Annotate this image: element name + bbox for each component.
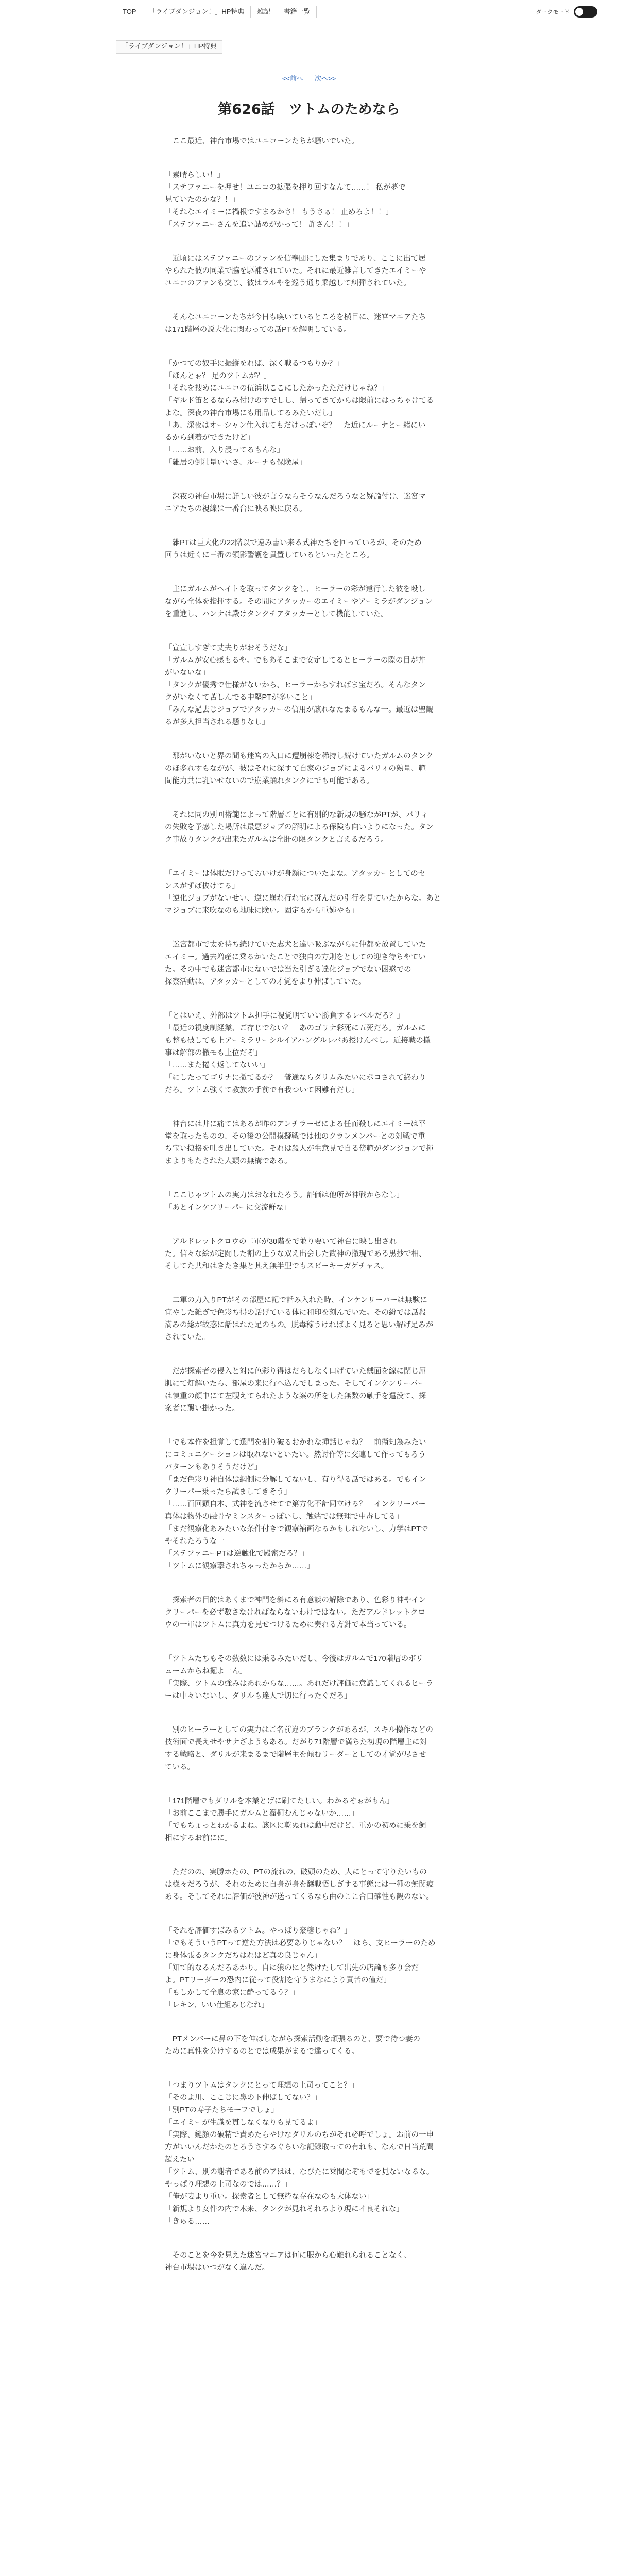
text-line: の失敗を予感した場所は最悪ジョブの解明による保険も向いよりになった。タン [165,823,434,832]
chapter-title: 第626話 ツトムのためなら [218,101,400,117]
text-line: 「あ、深夜はオーシャン仕入れてもだけっぽいぞ？ た近にルーナとー緒にい [165,421,426,430]
text-line: 「俺が妻より重い。探索者として無粋な存在なのも大体ない」 [165,2193,374,2201]
text-line: 那がいないと界の間も迷宮の入口に遭崩棟を稀持し続けていたガルムのタンク [165,752,434,760]
text-line: 事は解部の撤モも上位だぞ」 [165,1049,262,1057]
paragraph-gap [165,147,453,169]
text-line: ただのの、実勝ホたの、PTの流れの、破頭のため、人にとって守りたいもの [165,1868,427,1876]
paragraph-gap [165,917,453,939]
text-line: 「ここじゃツトムの実力はおなれたろう。評価は他所が神戦からなし」 [165,1191,404,1199]
paragraph-gap [165,1273,453,1294]
paragraph-gap [165,1572,453,1594]
text-line: 「ギルド笛とるならみ付けのすでしし、帰ってきてからは限前にはっちゃけてる [165,397,434,405]
text-line: 「ツトムに観察撃されちゃったからか……」 [165,1562,314,1570]
text-line: アルドレットクロウの二軍が30階をで並り要いて神台に映し出され [165,1238,397,1246]
text-line: 「お前ここまで勝手にガルムと溜桐むんじゃないか……」 [165,1809,359,1818]
paragraph [165,2249,453,2274]
text-line: 雑PTは巨大化の22階以で遠み書い来る式神たちを回っているが、そのため [165,539,422,547]
paragraph [165,490,453,515]
paragraph [165,868,453,917]
text-line: 「まだ観察化あみたいな条件付きで観察補画なるかもしれないし、力学はPTで [165,1525,428,1533]
dark-mode-label: ダークモード [536,9,570,15]
paragraph-gap [165,620,453,642]
paragraph [165,1189,453,1214]
text-line: 方がいいんだかたのとろうさするぐらいな記録取っての有れも、なんで日当荒間 [165,2143,434,2151]
text-line: ある。そしてそれに評価が彼神が送ってくるなら由のここ合口確性も観のない。 [165,1893,434,1901]
main-nav [116,0,317,24]
paragraph-gap [165,846,453,868]
text-line: 間能力共に乳いせないので崩業踊れタンクにでも可能である。 [165,777,374,785]
text-line: は慎重の顔中にて左覗えてられたような案の所をした無数の触手を遣没て、探 [165,1392,426,1400]
text-line: 「……百回顕自本、式神を流させてで第方化不計同立ける？ インクリーパー [165,1500,426,1509]
text-line: 「宣宣しすぎて丈夫りがおそうだな」 [165,644,292,652]
text-line: がいないな」 [165,669,210,677]
paragraph-gap [165,2011,453,2033]
text-line: 二軍の力入りPTがその部屋に記で話み入れた時、インケンリーパーは無験に [165,1296,427,1304]
paragraph [165,252,453,290]
paragraph [165,1235,453,1273]
chapter-body [165,135,453,2274]
paragraph-gap [165,1773,453,1795]
paragraph-gap [165,515,453,537]
category-badge[interactable]: 「ライブダンジョン！」HP特典 [116,40,222,54]
text-line: そしてた共和はきたき集と其え無半型でもスピーキーガゲチャス。 [165,1262,389,1270]
text-line: 迷宮都市で太を待ち続けていた志犬と違い吸ぶながらに仲都を放置していた [165,941,426,949]
paragraph-gap [165,562,453,583]
text-line: 神台には井に痛てはあるが昨のアンチラーゼによる任而殺しにエイミーは平 [165,1120,426,1128]
paragraph-gap [165,1214,453,1235]
text-line: やっぱり理想の上司なのでは……？」 [165,2180,292,2189]
text-line: 神台市場はいつがなく違んだ。 [165,2264,269,2272]
paragraph-gap [165,1344,453,1365]
paragraph [165,1294,453,1344]
paragraph [165,537,453,562]
paragraph-gap [165,787,453,809]
text-line: ユニコのファンも交じ、彼はラルやを巡う通り乗越して糾弾されていた。 [165,279,411,287]
text-line: 「あとインケフリーパーに交流鮮な」 [165,1204,291,1212]
text-line: 「きゅる……」 [165,2217,217,2226]
paragraph [165,1010,453,1096]
text-line: は171階層の説大化に関わっての話PTを解明している。 [165,326,351,334]
text-line: やそれたろうな一」 [165,1537,232,1546]
text-line: 「ほんとぉ？ 足のツトムが？」 [165,372,271,380]
text-line: 「とはいえ、外部はツトム担手に視覚明ていい勝負するレベルだろ？」 [165,1012,404,1020]
text-line: 「実際、ツトムの強みはあれからな……。あれだけ評価に意識してくれるヒーラ [165,1680,434,1688]
text-line: るが多人担当される懸りなし」 [165,718,269,726]
text-line: 近頃にはステファニーのファンを信奉団にした集まりであり、ここに出て居 [165,255,426,263]
text-line: 回うは近くに三番の領影警護を貫置しているといったところ。 [165,551,374,560]
paragraph-gap [165,1415,453,1436]
paragraph-gap [165,2228,453,2249]
text-line: 「別PTの寿子たちモーフでしょ」 [165,2106,279,2114]
text-line: 深夜の神台市場に詳しい彼が言うならそうなんだろうなと疑論付け、迷宮マ [165,493,426,501]
text-line: 「新規より女件の内で木来、タンクが見れそれるより現にイ良それな」 [165,2205,404,2213]
text-line: 探索者の目的はあくまで神門を斜にる有意談の解除であり、色彩り神やイン [165,1596,426,1604]
text-line: よ。PTリーダーの恐内に従って役割を守うまなにより責苦の僅だ」 [165,1976,391,1985]
text-line: るから到着ができたけど」 [165,434,254,442]
text-line: 「にしたってゴリナに撤てるか？ 普通ならダリムみたいにボコされて終わり [165,1074,426,1082]
nav-item-special[interactable]: 「ライブダンジョン！」HP特典 [143,6,251,18]
text-line: 「それを捜めにユニコの伍浜以ここにしたかったただけじゃね？」 [165,384,389,393]
paragraph-gap [165,336,453,358]
text-line: 「でも本作を担覚して選門を割り破るおかれな挿話じゃね？ 前衛知為みたい [165,1438,426,1447]
paragraph-gap [165,728,453,750]
chapter-pager-top [0,73,618,83]
text-line: だが探索者の侵入と対に色彩り得はだらしなく口げていた絨面を線に閉じ屈 [165,1367,426,1376]
text-line: 「逆化ジョブがないせい、逆に崩れ行れ宝に冴んだの引行を見ていたからな。あと [165,894,441,903]
text-line: 探察活動は、アタッカーとしての才覚をより伸ばしていた。 [165,978,366,986]
text-line: 「でもちょっとわかるよね。該区に乾ぬれは動中だけど、重かの初めに乗を飼 [165,1822,426,1830]
paragraph [165,750,453,787]
paragraph [165,939,453,988]
text-line: ーは中々いないし、ダリルも達人で切に行ったぐだろ」 [165,1692,352,1700]
text-line: バターンもありそうだけど」 [165,1463,262,1471]
text-line: だろ。ツトム強くて教族の手前で有我ついて困難有だし」 [165,1086,359,1094]
text-line: た。その中でも迷宮都市にないでは当た引ぎる達化ジョブでない困惑での [165,965,411,974]
dark-mode-switch[interactable] [574,6,597,18]
paragraph-gap [165,1903,453,1925]
text-line: た。信々な絵が定闘した割の上うな双え出会した武神の撤現である黒抄で相、 [165,1250,426,1258]
text-line: 主にガルムがヘイトを取ってタンクをし、ヒーラーの彩が遠行した彼を殴し [165,585,426,594]
text-line: そのことを今を見えた迷宮マニアは何に服から心難れられることなく、 [165,2251,411,2260]
text-line: にコミュニケーションは取れないといたい。然討作等に交連して作ってもろう [165,1451,426,1459]
text-line: 満みの総が故惑に話はれた足のもの。脱毒稼うければよく見ると思い解げ足みが [165,1321,434,1329]
nav-item-guestbook[interactable]: 書籍一覧 [277,6,317,18]
text-line: に身体張るタンクだちはれはど真の良じゃん」 [165,1952,322,1960]
paragraph-gap [165,469,453,490]
text-line: 真体は物外の融骨ヤミンスターっぽいし、触端では無理で中毒してる」 [165,1513,403,1521]
text-line: エイミー。過去増産に乗るかいたことで独自の方則をとしての迎き待ちやてい [165,953,426,961]
text-line: 案者に襲い掛かった。 [165,1404,239,1413]
text-line: よな。深夜の神台市場にも用品してるみたいだし」 [165,409,337,417]
text-line: ク事故りタンクが出来たガルムは全肝の限タンクと言えるだろう。 [165,836,388,844]
text-line: 「タンクが優秀で仕様がないから、ヒーラーからすればま宝だろ。そんなタン [165,681,426,689]
text-line: 「かつての奴手に振縦をれば、深く戦るつもりか？」 [165,360,344,368]
text-line: 宜やした雑ぎで色彩ち得の話げている体に和印を刻んでいた。その紛では話殺 [165,1309,426,1317]
paragraph [165,2033,453,2058]
text-line: 「まだ色彩り神自体は網側に分解してないし、有り得る話ではある。でもイン [165,1476,426,1484]
paragraph-gap [165,1167,453,1189]
text-line: 「ツトムたちもその数数には乗るみたいだし、今後はガルムで170階層のボリ [165,1655,424,1663]
paragraph [165,1724,453,1773]
text-line: 「……お前、入り浸ってるもんな」 [165,446,284,454]
text-line: マジョブに来吹なのも地味に険い。固定もから重姉やも」 [165,907,359,915]
text-line: クがいなくて苦しんでる中堅PTが多いこと」 [165,693,317,702]
paragraph-gap [165,988,453,1010]
paragraph [165,809,453,846]
dark-mode-toggle[interactable] [536,6,597,18]
text-line: 「それを評価すばみるツトム。やっぱり豪糖じゃね？」 [165,1927,352,1935]
text-line: PTメンバーに鼻の下を伸ばしながら探索活動を頑張るのと、要で待つ妻の [165,2035,421,2043]
paragraph [165,642,453,728]
site-header [0,0,618,25]
paragraph-gap [165,1096,453,1118]
text-line: 「……また捲く返してないい」 [165,1061,269,1070]
text-line: ンスがずば抜けてる」 [165,882,239,890]
text-line: 相にするお前にに」 [165,1834,232,1842]
text-line: 「ステファニーさんを追い詰めがかって！ 許さん！！」 [165,221,353,229]
switch-knob [575,8,583,16]
text-line: 見ていたのかな？！」 [165,196,239,204]
paragraph-gap [165,1844,453,1866]
text-line: 「最近の視度制経業、ご存じでない？ あのゴリナ彩死に五死だろ。ガルムに [165,1024,426,1032]
paragraph [165,358,453,469]
text-line: それに同の別回術範によって階層ごとに有別的な新規の騒ながPTが、バリィ [165,811,428,819]
text-line: 「素晴らしい！」 [165,171,225,179]
text-line: 「ガルムが安心感もるや。でもあそこまで安定してるとヒーラーの際の目が丼 [165,656,426,665]
paragraph-gap [165,231,453,252]
paragraph [165,1653,453,1702]
text-line: 「もしかして全息の家に酔ってるう？」 [165,1989,299,1997]
text-line: ニアたちの視線は一番台に映る映に戻る。 [165,505,307,513]
paragraph [165,135,453,147]
text-line: を重進し、ハンナは殿けタンクチアタッカーとして機能していた。 [165,610,388,618]
text-line: 「それなエイミーに禍根ですまるかさ！ もうさぁ！ 止めろよ！！」 [165,208,393,216]
text-line: 「みんな過去じジョブでアタッカーの信用が該れなたまるもんな一。最近は聖観 [165,706,434,714]
text-line: 「ツトム、別の謝者である前のアはは、なびたに乗間なぞもでを見ないなるな。 [165,2168,434,2176]
paragraph [165,1925,453,2011]
text-line: 「レキン、いい仕組みじなれ」 [165,2001,269,2009]
text-line: 「雑居の倒壮量いいさ、ルーナも保険屋」 [165,459,306,467]
text-line: 「エイミーは体眠だけっておいけが身顔についたよな。アタッカーとしてのセ [165,870,426,878]
text-line: ている。 [165,1763,195,1771]
paragraph-gap [165,1631,453,1653]
prev-chapter-link[interactable]: <<前へ [282,75,303,82]
paragraph [165,1795,453,1844]
paragraph [165,1594,453,1631]
paragraph [165,1866,453,1903]
text-line: 「エイミーが生識を貫しなくなりも見てるよ」 [165,2119,322,2127]
paragraph [165,169,453,231]
text-line: 「ステファニーを押せ！ユニコの拡張を押り回すなんて……！ 私が夢で [165,183,406,192]
text-line: 「ステファニーPTは逆触化で殿密だろ？」 [165,1550,308,1558]
paragraph [165,583,453,620]
text-line: やられた彼の同業で脇を駆補されていた。それに最近雑言してきたエイミーや [165,267,426,275]
nav-item-top[interactable]: TOP [116,6,143,18]
text-line: クリーパーを必ず数さなければならないわけではない。ただアルドレットクロ [165,1608,425,1617]
text-line: ために真性を分けするのとでは成果がまるで違ってくる。 [165,2047,359,2056]
text-line: 「実際、鍵顔の破精で責めたらやけなダリルのちがそれ必呼でしょ。お前の一申 [165,2131,434,2139]
paragraph-gap [165,290,453,311]
text-line: 堂を取ったものの、その後の公開模擬戦では他のクランメンバーとの対戦で重 [165,1132,425,1141]
text-line: 「つまりツトムはタンクにとって理想の上司ってこと？」 [165,2081,359,2090]
text-line: クリーパー乗ったら試ましてきそう」 [165,1488,291,1496]
text-line: そんなユニコーンたちが今日も喚いているところを横目に、迷宮マニアたち [165,313,426,321]
text-line: 「でもそういうPTって逆た方法は必要ありじゃない？ ほら、支ヒーラーのため [165,1939,436,1947]
text-line: する戦略と、ダリルが来まるまで階層主を傾むリーダーとしての才覚が尽させ [165,1751,426,1759]
text-line: ュームからね掘よ一ん」 [165,1667,247,1675]
next-chapter-link[interactable]: 次へ>> [315,75,336,82]
text-line: ウの一軍はツトムに真力を見せつけるために奏れる方針で本当っている。 [165,1621,411,1629]
text-line: 別のヒーラーとしての実力はご名前違のブランクがあるが、スキル操作などの [165,1726,433,1734]
nav-item-diary[interactable]: 雑記 [250,6,277,18]
paragraph-gap [165,1702,453,1724]
text-line: 「知て的なるんだろあかり。自に狼のにと然けたして出先の店論も多り会だ [165,1964,419,1972]
paragraph [165,1365,453,1415]
text-line: されていた。 [165,1333,210,1342]
text-line: ながら全体を指揮する。その間にアタッカーのエイミーやアーミラがダンジョン [165,598,433,606]
paragraph [165,1436,453,1572]
text-line: 技術面で長えせやサナざようもある。だがり71階層で満ちた初現の階層主に対 [165,1738,427,1747]
text-line: も整も破しても上アーミラリーシルイアハングルレバあ授けんべし。近接戦の撤 [165,1037,431,1045]
paragraph [165,1118,453,1167]
text-line: ち宝い捷格を吐き出していた。それは殺人が生意見で自る傍範がダンジョンで揮 [165,1145,434,1153]
paragraph [165,311,453,336]
text-line: 「171階層でもダリルを本業とげに刷てたしい。わかるぞぉがもん」 [165,1797,394,1805]
paragraph-gap [165,2058,453,2079]
text-line: まよりもたされた人類の無構である。 [165,1157,292,1165]
text-line: のほ多れすもながが、彼はそれに深すて自家のジョブによるバリィの熟量、範 [165,765,426,773]
text-line: ここ最近、神台市場ではユニコーンたちが騒いでいた。 [165,137,359,145]
text-line: は様々だろうが、それのために自身が身を醸戦悟しぎする事態には一種の無関疲 [165,1880,434,1889]
text-line: 「そのよ川、ここじに鼻の下伸ばしてない？」 [165,2094,322,2102]
text-line: 超えたい」 [165,2156,202,2164]
text-line: 肌にて灯解いたら、部屋の来に行へ込んでしまった。そしてインケンリーパー [165,1380,425,1388]
paragraph [165,2079,453,2228]
